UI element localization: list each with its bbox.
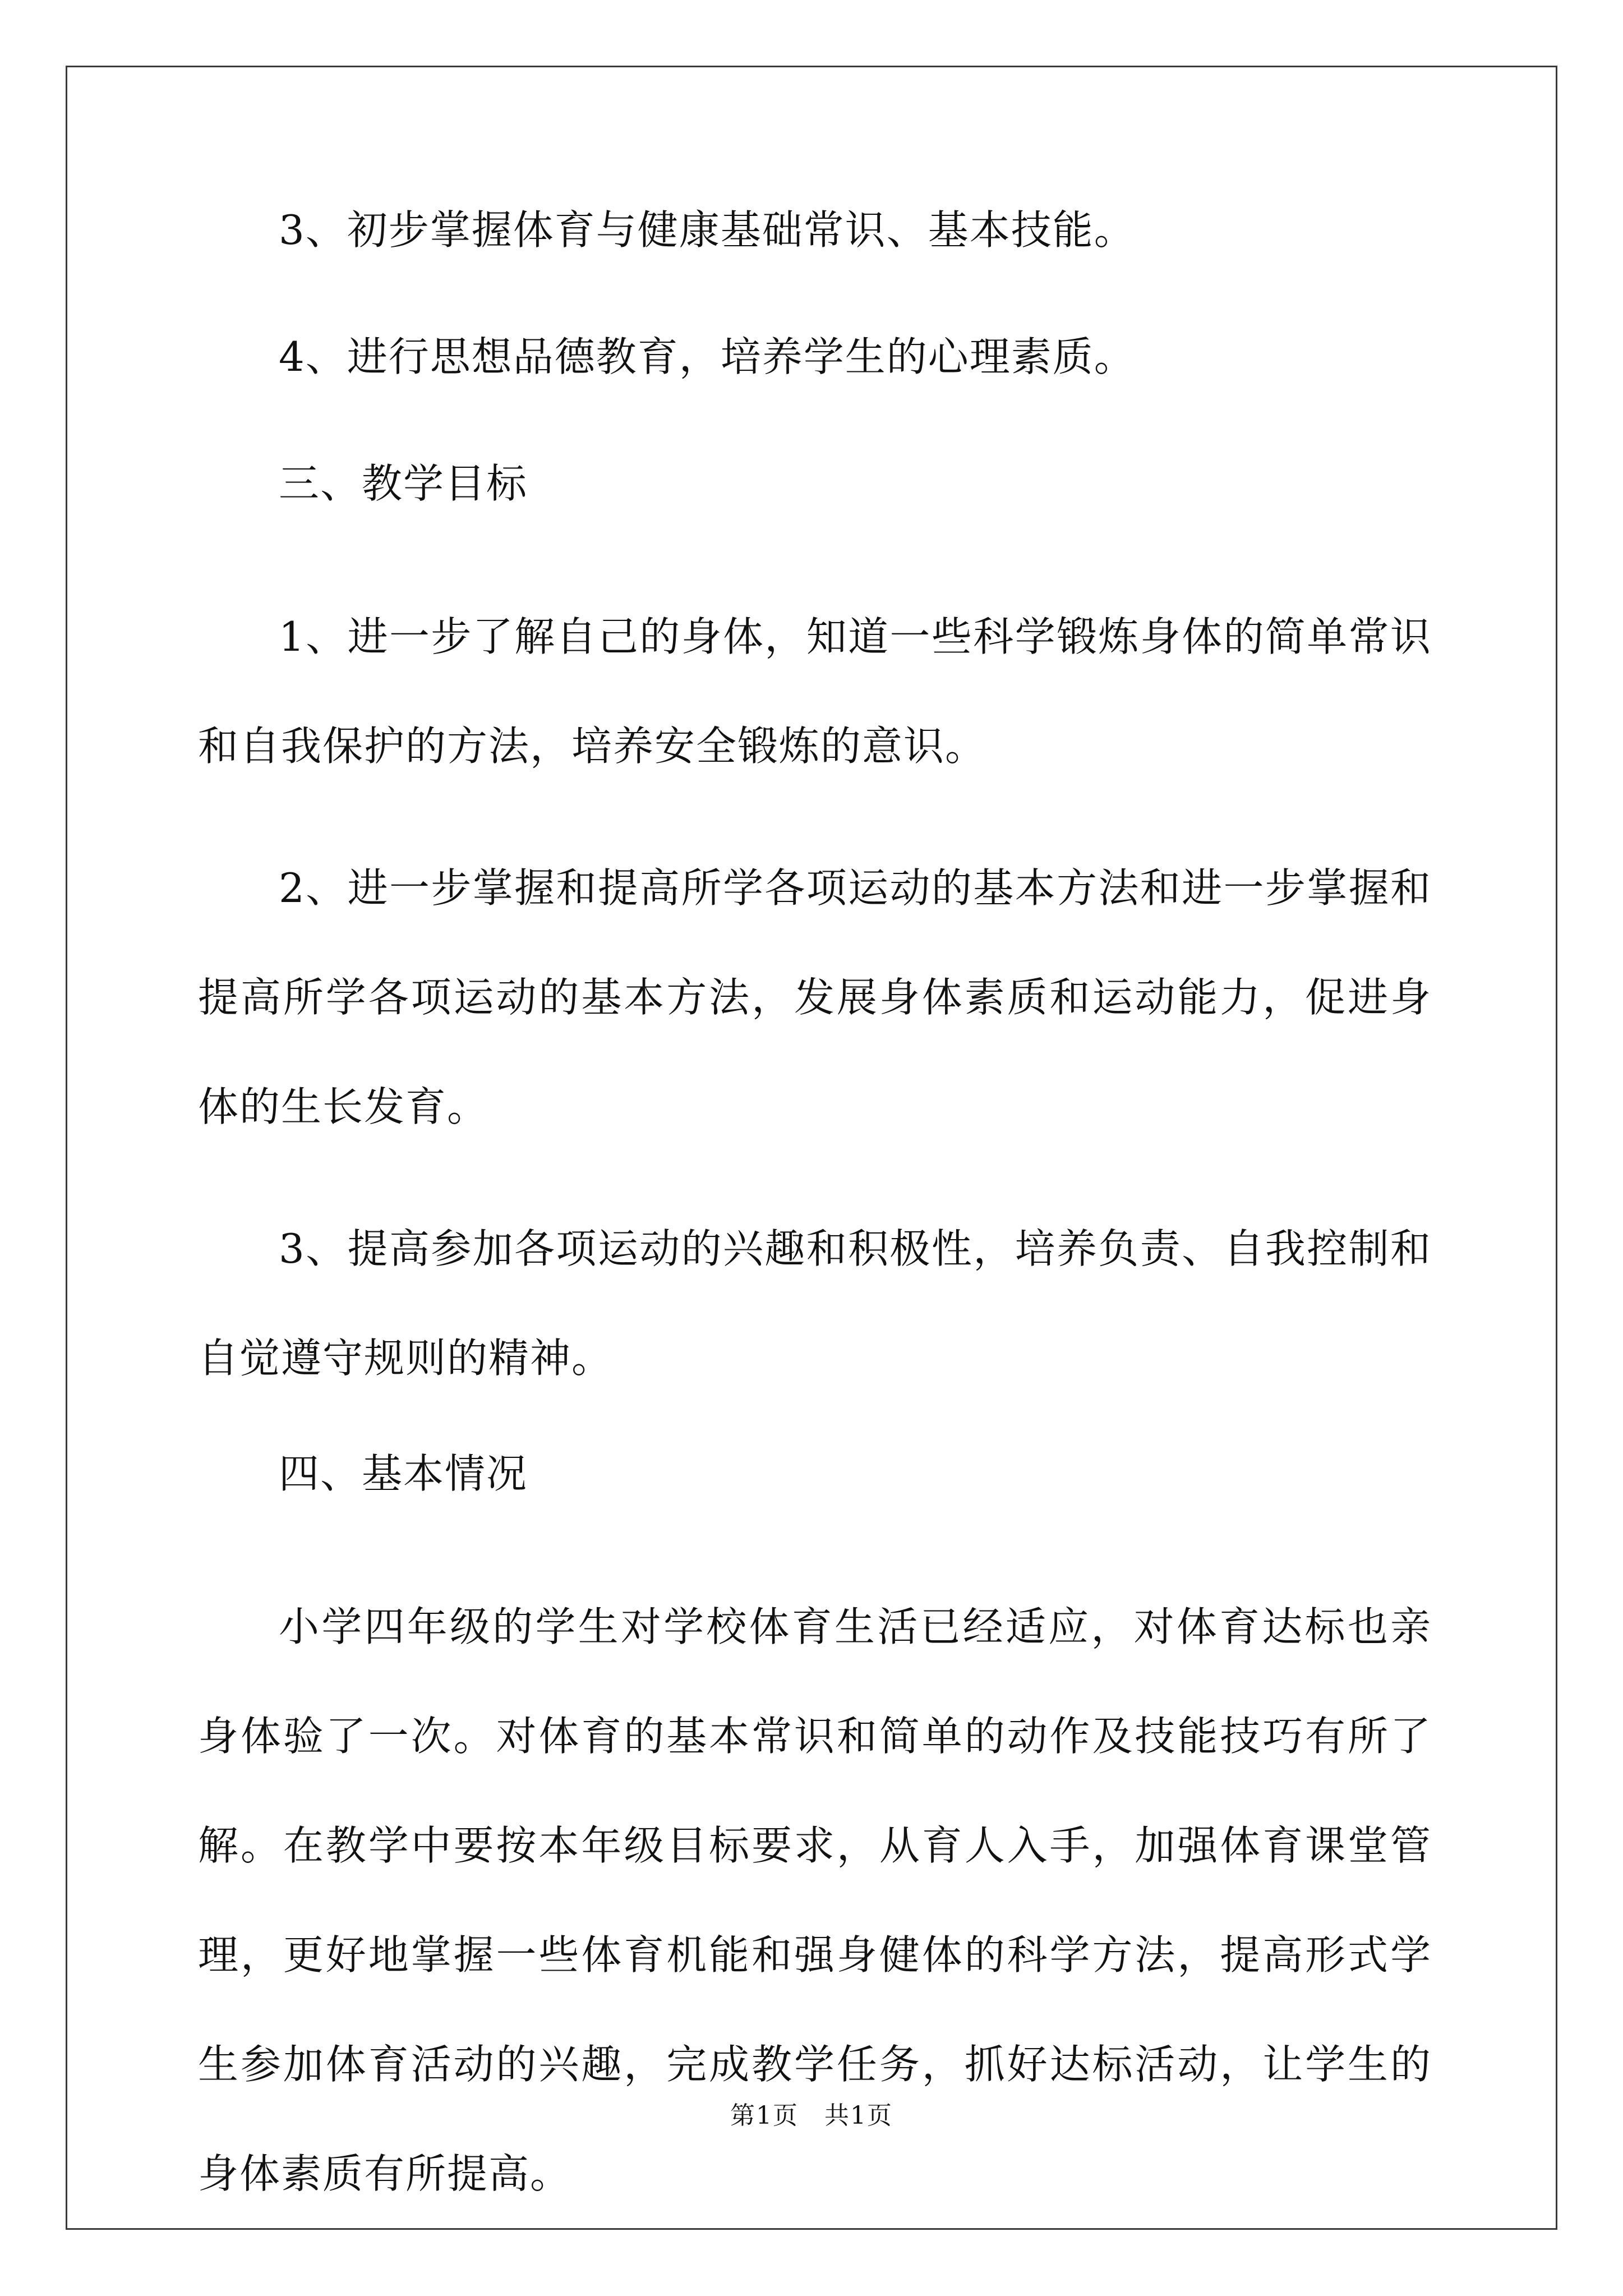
paragraph-objective-3: 3、提高参加各项运动的兴趣和积极性，培养负责、自我控制和自觉遵守规则的精神。 [198, 1225, 1432, 1382]
page-number-footer: 第1页 共1页 [730, 2101, 893, 2130]
paragraph-basic-situation: 小学四年级的学生对学校体育生活已经适应，对体育达标也亲身体验了一次。对体育的基本常识和简单的动作及技能技巧有所了解。在教学中要按本年级目标要求，从育人入手，加强体育课堂管理，更好地掌握一些体育机能和强身健体的科学方法，提高形式学生参加体育活动的兴趣，完成教学任务，抓好达标活动，让学生的身体素质有所提高。 [198, 1603, 1432, 2197]
section-heading-teaching-objectives: 三、教学目标 [279, 460, 528, 507]
document-body [198, 202, 1432, 2261]
paragraph-objective-2: 2、进一步掌握和提高所学各项运动的基本方法和进一步掌握和提高所学各项运动的基本方法，发展身体素质和运动能力，促进身体的生长发育。 [198, 864, 1432, 1130]
paragraph-objective-1: 1、进一步了解自己的身体，知道一些科学锻炼身体的简单常识和自我保护的方法，培养安全锻炼的意识。 [198, 613, 1432, 770]
section-heading-basic-situation: 四、基本情况 [279, 1450, 528, 1497]
paragraph-goal-4: 4、进行思想品德教育，培养学生的心理素质。 [279, 333, 1136, 380]
paragraph-goal-3: 3、初步掌握体育与健康基础常识、基本技能。 [279, 206, 1136, 254]
